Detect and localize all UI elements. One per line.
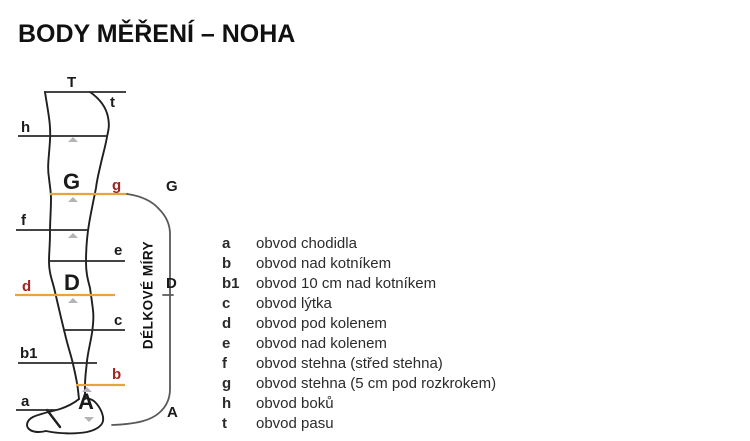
marker-triangle <box>68 197 78 202</box>
legend-description: obvod 10 cm nad kotníkem <box>256 274 437 292</box>
marker-triangle <box>68 233 78 238</box>
legend-key: g <box>222 374 232 392</box>
legend-description: obvod nad kolenem <box>256 334 387 352</box>
legend-row <box>222 393 552 413</box>
legend-key: h <box>222 394 232 412</box>
marker-triangle <box>68 298 78 303</box>
point-label-b1: b1 <box>20 345 38 362</box>
length-measures-axis-title: DÉLKOVÉ MÍRY <box>140 240 156 350</box>
legend-row <box>222 313 552 333</box>
legend-row <box>222 413 552 433</box>
legend-description: obvod boků <box>256 394 334 412</box>
legend-row <box>222 353 552 373</box>
legend-description: obvod stehna (střed stehna) <box>256 354 443 372</box>
point-label-G-large: G <box>63 169 81 194</box>
point-label-a: a <box>21 393 30 410</box>
legend-key: c <box>222 294 231 312</box>
legend-description: obvod chodidla <box>256 234 357 252</box>
legend-key: b <box>222 254 232 272</box>
legend-key: t <box>222 414 227 432</box>
marker-triangle-down <box>84 417 94 422</box>
legend-row <box>222 273 552 293</box>
axis-label-G: G <box>166 178 178 195</box>
point-label-b: b <box>112 366 122 383</box>
legend-list <box>222 233 552 433</box>
legend-description: obvod pasu <box>256 414 334 432</box>
legend-description: obvod stehna (5 cm pod rozkrokem) <box>256 374 497 392</box>
point-label-h: h <box>21 119 31 136</box>
legend-key: f <box>222 354 227 372</box>
heel-cuff-line <box>47 410 60 427</box>
legend-row <box>222 233 552 253</box>
legend-row <box>222 333 552 353</box>
point-label-t: t <box>110 94 115 111</box>
marker-triangle <box>68 137 78 142</box>
legend-key: d <box>222 314 232 332</box>
leg-outline-right <box>85 92 109 399</box>
legend-description: obvod nad kotníkem <box>256 254 392 272</box>
point-label-A-large: A <box>78 389 94 414</box>
point-label-g: g <box>112 177 122 194</box>
point-label-c: c <box>114 312 123 329</box>
legend-key: b1 <box>222 274 240 292</box>
legend-key: a <box>222 234 231 252</box>
axis-label-A: A <box>167 404 178 421</box>
legend-key: e <box>222 334 231 352</box>
page-title: BODY MĚŘENÍ – NOHA <box>18 20 296 48</box>
legend-row <box>222 373 552 393</box>
legend-description: obvod pod kolenem <box>256 314 387 332</box>
point-label-d: d <box>22 278 32 295</box>
legend-row <box>222 293 552 313</box>
legend-description: obvod lýtka <box>256 294 332 312</box>
legend-row <box>222 253 552 273</box>
point-label-e: e <box>114 242 123 259</box>
point-label-D-large: D <box>64 270 80 295</box>
point-label-T: T <box>67 74 77 91</box>
point-label-f: f <box>21 212 26 229</box>
axis-label-D: D <box>166 275 177 292</box>
